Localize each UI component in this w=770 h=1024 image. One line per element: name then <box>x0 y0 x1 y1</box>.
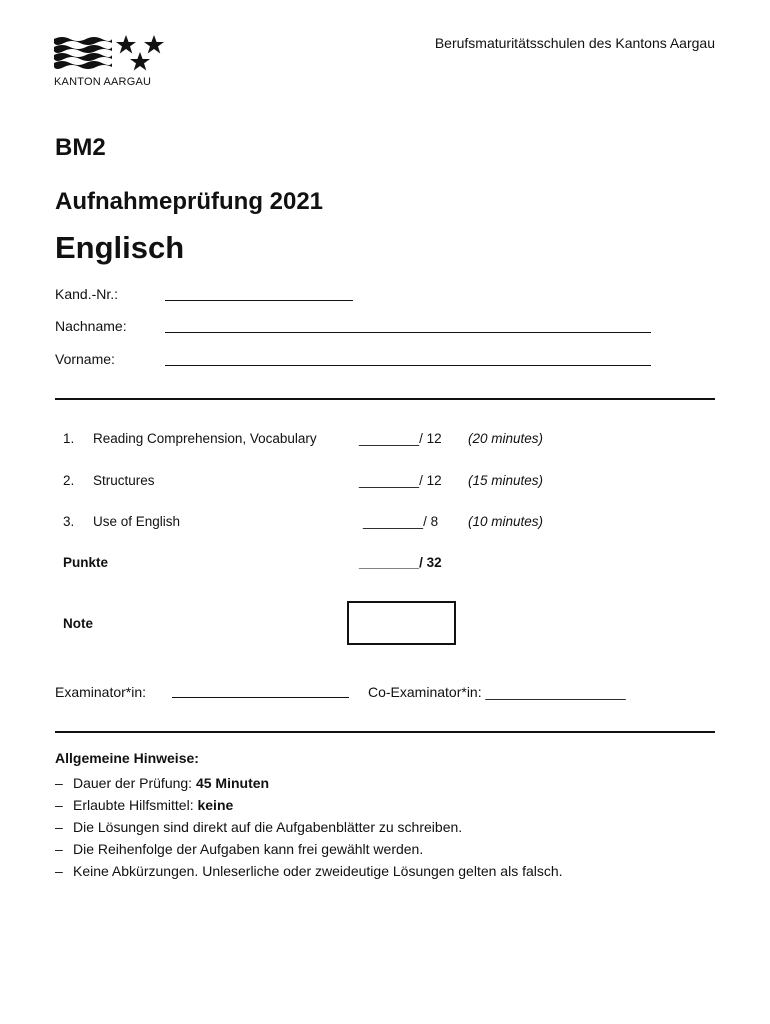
list-item <box>55 860 563 882</box>
examinator-field[interactable] <box>172 697 349 698</box>
section-time: (10 minutes) <box>468 514 544 529</box>
kand-nr-label: Kand.-Nr.: <box>55 286 119 302</box>
section-label: Use of English <box>93 514 181 529</box>
duration-value: 45 Minuten <box>195 775 270 791</box>
total-score[interactable]: ________/ 32 <box>359 555 442 570</box>
list-item <box>55 816 563 838</box>
section-number: 3. <box>63 514 75 529</box>
note-text: Die Reihenfolge der Aufgaben kann frei gewählt werden. <box>73 841 424 857</box>
list-item <box>55 772 563 794</box>
section-number: 2. <box>63 473 75 488</box>
school-name: Berufsmaturitätsschulen des Kantons Aargau <box>434 35 715 51</box>
dash-marker: – <box>55 819 63 835</box>
aids-value: keine <box>197 797 234 813</box>
co-examinator-label[interactable]: Co-Examinator*in: __________________ <box>368 684 626 700</box>
divider <box>55 731 715 733</box>
dash-marker: – <box>55 797 63 813</box>
notes-title: Allgemeine Hinweise: <box>55 750 199 766</box>
duration-text: Dauer der Prüfung: <box>73 775 196 791</box>
section-label: Structures <box>93 473 155 488</box>
notes-list <box>55 772 563 882</box>
list-item <box>55 838 563 860</box>
section-score[interactable]: ________/ 12 <box>359 473 442 488</box>
grade-label: Note <box>63 616 93 631</box>
section-time: (20 minutes) <box>468 431 544 446</box>
divider <box>55 398 715 400</box>
vorname-label: Vorname: <box>55 351 115 367</box>
vorname-field[interactable] <box>165 365 651 366</box>
nachname-field[interactable] <box>165 332 651 333</box>
kand-nr-field[interactable] <box>165 300 353 301</box>
section-time: (15 minutes) <box>468 473 544 488</box>
aids-text: Erlaubte Hilfsmittel: <box>73 797 198 813</box>
note-text: Keine Abkürzungen. Unleserliche oder zweideutige Lösungen gelten als falsch. <box>73 863 563 879</box>
nachname-label: Nachname: <box>55 318 127 334</box>
list-item <box>55 794 563 816</box>
section-score[interactable]: ________/ 8 <box>363 514 439 529</box>
section-score[interactable]: ________/ 12 <box>359 431 442 446</box>
dash-marker: – <box>55 775 63 791</box>
grade-box[interactable] <box>347 601 456 645</box>
section-label: Reading Comprehension, Vocabulary <box>93 431 317 446</box>
total-label: Punkte <box>63 555 109 570</box>
section-number: 1. <box>63 431 75 446</box>
level-title: BM2 <box>55 134 106 161</box>
subject-title: Englisch <box>55 230 185 265</box>
note-text: Die Lösungen sind direkt auf die Aufgabenblätter zu schreiben. <box>73 819 463 835</box>
dash-marker: – <box>55 841 63 857</box>
examinator-label: Examinator*in: <box>55 684 147 700</box>
logo-text: KANTON AARGAU <box>54 76 152 88</box>
dash-marker: – <box>55 863 63 879</box>
exam-title: Aufnahmeprüfung 2021 <box>55 188 324 215</box>
